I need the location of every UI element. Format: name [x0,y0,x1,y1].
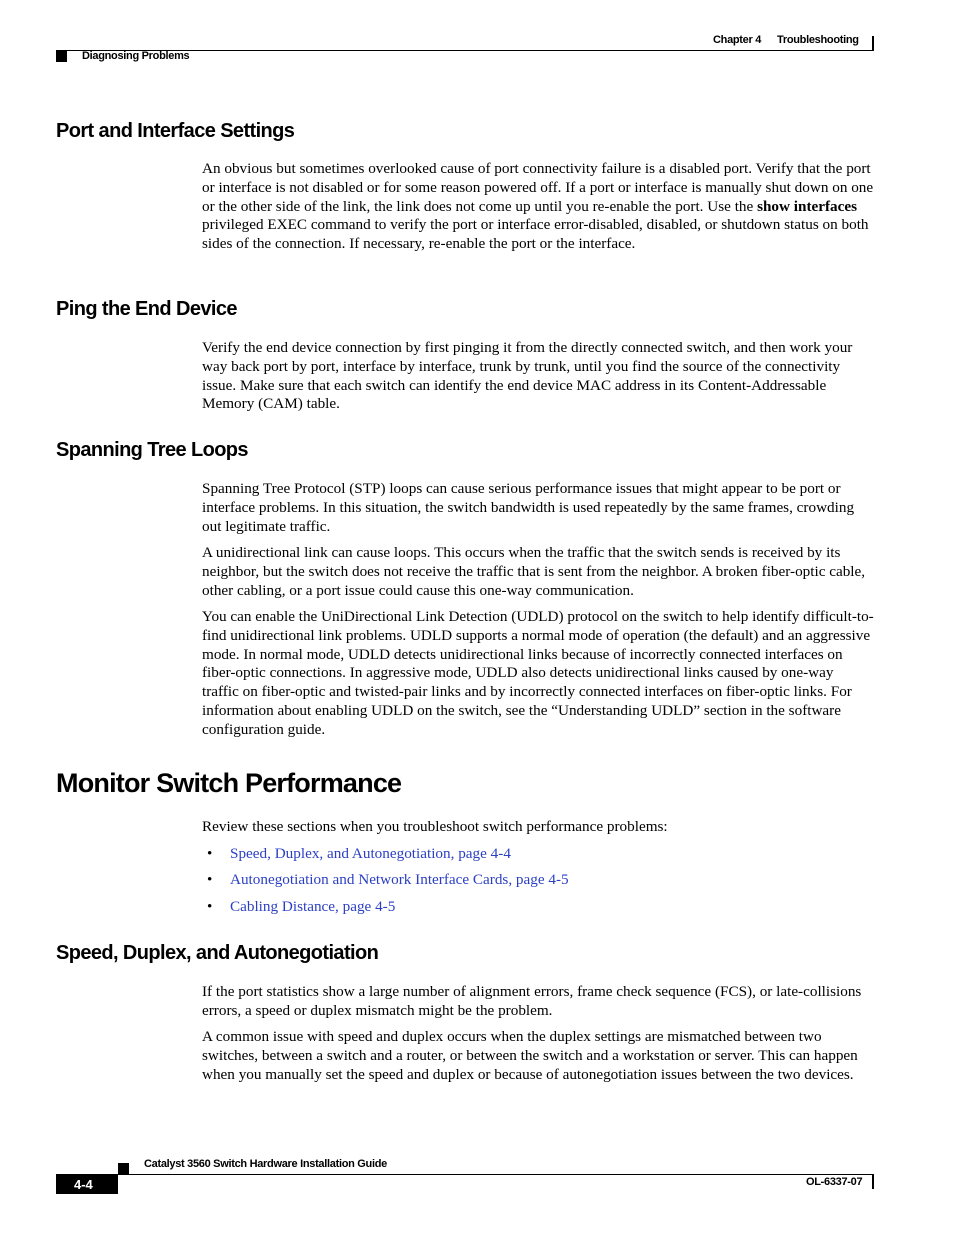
link-cabling-distance[interactable]: Cabling Distance, page 4-5 [230,898,396,915]
paragraph-monitor-intro: Review these sections when you troubleshoot switch performance problems: [202,818,668,835]
footer-guide-title: Catalyst 3560 Switch Hardware Installation Guide [144,1158,387,1170]
heading-spanning-tree-loops: Spanning Tree Loops [56,439,248,461]
bullet-marker: • [207,845,213,862]
header-tick-mark [872,36,874,50]
footer-doc-number: OL-6337-07 [806,1176,863,1188]
list-item [207,871,569,890]
heading-speed-duplex-autonegotiation: Speed, Duplex, and Autonegotiation [56,942,379,964]
paragraph-speed-2: A common issue with speed and duplex occurs when the duplex settings are mismatched between two switches, between a switch and a router, or between the switch and a workstation or server. This can happen when you manually set the speed and duplex or because of autonegotiation issues between the two devices. [202,1028,858,1083]
paragraph-speed-1: If the port statistics show a large number of alignment errors, frame check sequence (FCS), or late-collisions errors, a speed or duplex mismatch might be the problem. [202,983,862,1019]
paragraph-text: An obvious but sometimes overlooked cause of port connectivity failure is a disabled port. Verify that the port or interface is not disabled or for some reason powered off. If a port or interface is manually shut down on one or the other side of the link, the link does not come up until you re-enable the port. Use the [202,160,874,215]
footer-marker-block [118,1163,129,1174]
paragraph-stp-3: You can enable the UniDirectional Link Detection (UDLD) protocol on the switch to help identify difficult-to-find unidirectional link problems. UDLD supports a normal mode of operation (the default) and an aggressive mode. In normal mode, UDLD detects unidirectional links because of incorrectly connected interfaces on fiber-optic connections. In aggressive mode, UDLD also detects unidirectional links caused by one-way traffic on fiber-optic and twisted-pair links and by incorrectly connected interfaces on fiber-optic links. For information about enabling UDLD on the switch, see the “Understanding UDLD” section in the software configuration guide. [202,608,874,738]
footer-page-number: 4-4 [56,1175,118,1194]
chapter-label: Chapter 4 [713,34,762,46]
paragraph-ping: Verify the end device connection by first pinging it from the directly connected switch, and then work your way back port by port, interface by interface, trunk by trunk, until you find the source of the connectivity issue. Make sure that each switch can identify the end device MAC address in its Content-Addressable Memory (CAM) table. [202,339,853,413]
bullet-marker: • [207,898,213,915]
bullet-marker: • [207,871,213,888]
running-header-section: Diagnosing Problems [82,50,190,62]
paragraph-stp-2: A unidirectional link can cause loops. This occurs when the traffic that the switch sends is received by its neighbor, but the switch does not receive the traffic that is sent from the neighbor. A broken fiber-optic cable, other cabling, or a port issue could cause this one-way communication. [202,544,866,599]
list-item [207,898,395,917]
chapter-title: Troubleshooting [777,34,859,46]
link-speed-duplex-autonegotiation[interactable]: Speed, Duplex, and Autonegotiation, page 4-4 [230,845,511,862]
paragraph-stp-1: Spanning Tree Protocol (STP) loops can cause serious performance issues that might appear to be port or interface problems. In this situation, the switch bandwidth is used repeatedly by the same frames, crowding out legitimate traffic. [202,480,855,535]
command-show-interfaces: show interfaces [757,197,858,215]
link-autonegotiation-nic[interactable]: Autonegotiation and Network Interface Cards, page 4-5 [230,871,569,888]
heading-monitor-switch-performance: Monitor Switch Performance [56,768,402,798]
footer-tick-mark [872,1175,874,1189]
heading-port-interface-settings: Port and Interface Settings [56,120,295,142]
heading-ping-end-device: Ping the End Device [56,298,237,320]
header-marker-block [56,51,67,62]
paragraph-port-interface [202,160,874,254]
footer-rule [56,1174,874,1175]
running-header-chapter [713,34,859,46]
paragraph-text: privileged EXEC command to verify the port or interface error-disabled, disabled, or shutdown status on both sides of the connection. If necessary, re-enable the port or the interface. [202,216,869,253]
list-item [207,845,511,864]
